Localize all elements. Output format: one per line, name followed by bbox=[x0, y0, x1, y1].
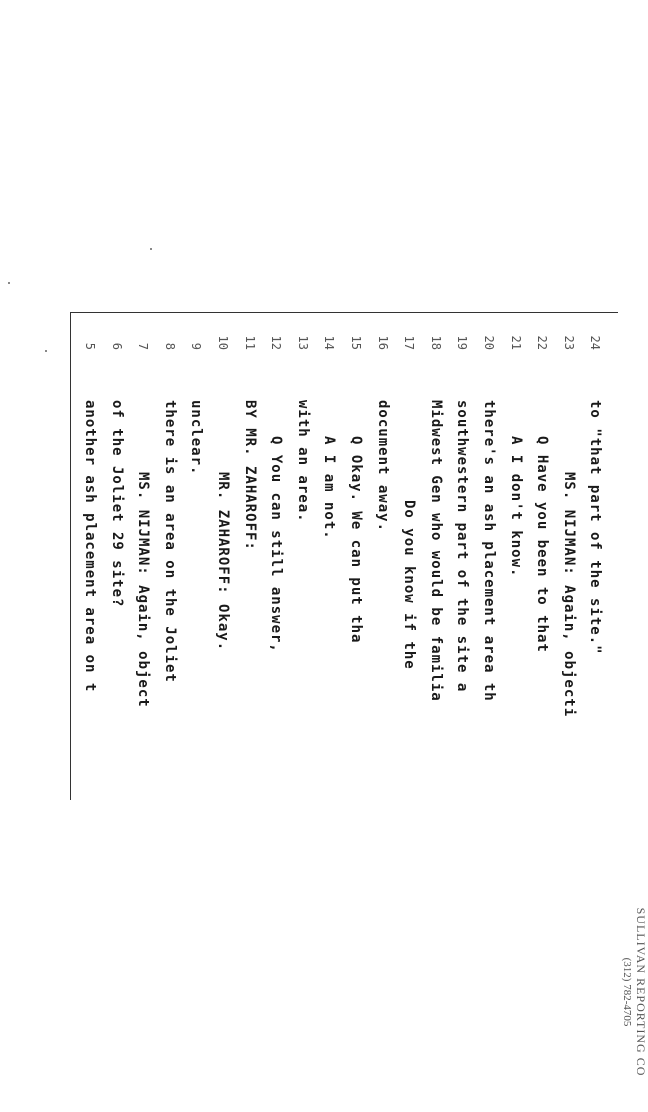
line-number: 13 bbox=[295, 335, 310, 350]
line-text: Q Okay. We can put tha bbox=[348, 436, 364, 644]
line-text: to "that part of the site." bbox=[587, 400, 604, 655]
line-number: 5 bbox=[83, 342, 97, 350]
line-text: BY MR. ZAHAROFF: bbox=[241, 400, 258, 551]
line-text: of the Joliet 29 site? bbox=[108, 400, 125, 608]
line-number: 12 bbox=[269, 335, 284, 350]
reporter-phone: (312) 782-4705 bbox=[621, 957, 633, 1027]
line-text: unclear. bbox=[188, 400, 205, 476]
transcript-line bbox=[346, 322, 366, 643]
transcript-line bbox=[452, 322, 472, 692]
line-text: MS. NIJMAN: Again, objecti bbox=[560, 472, 577, 718]
line-text: MS. NIJMAN: Again, object bbox=[135, 472, 152, 708]
transcript-line bbox=[293, 322, 313, 523]
line-number: 21 bbox=[508, 335, 523, 350]
line-text: A I don't know. bbox=[507, 436, 524, 578]
line-number: 23 bbox=[561, 335, 576, 350]
transcript-line bbox=[240, 322, 260, 551]
transcript-line bbox=[373, 322, 393, 532]
scan-speck bbox=[150, 248, 152, 250]
line-number: 15 bbox=[349, 335, 363, 350]
line-text: there is an area on the Joliet bbox=[161, 400, 178, 683]
line-number: 19 bbox=[455, 335, 470, 350]
line-text: MR. ZAHAROFF: Okay. bbox=[215, 472, 231, 652]
transcript-line bbox=[160, 322, 180, 683]
reporter-name: SULLIVAN REPORTING CO bbox=[634, 907, 648, 1077]
line-number: 11 bbox=[242, 335, 257, 350]
line-number: 14 bbox=[322, 335, 337, 350]
line-text: southwestern part of the site a bbox=[454, 400, 471, 693]
line-text: document away. bbox=[374, 400, 391, 533]
transcript-line bbox=[479, 322, 499, 702]
transcript-line bbox=[532, 322, 552, 653]
transcript-line bbox=[266, 322, 286, 653]
line-number: 10 bbox=[216, 335, 230, 350]
transcript-line bbox=[213, 322, 233, 651]
line-number: 6 bbox=[109, 342, 124, 350]
transcript-line bbox=[319, 322, 339, 540]
line-number: 18 bbox=[428, 335, 443, 350]
line-number: 22 bbox=[535, 335, 550, 350]
scan-speck bbox=[45, 350, 47, 352]
page-border-top bbox=[70, 312, 618, 313]
transcript-line bbox=[559, 322, 579, 717]
rotated-transcript bbox=[70, 312, 648, 1077]
line-text: with an area. bbox=[294, 400, 311, 523]
line-number: 24 bbox=[588, 335, 603, 350]
transcript-line bbox=[506, 322, 526, 577]
transcript-line bbox=[107, 322, 127, 607]
line-number: 8 bbox=[162, 342, 177, 350]
transcript-line bbox=[585, 322, 605, 655]
line-text: Q Have you been to that bbox=[534, 436, 551, 653]
line-number: 16 bbox=[375, 335, 390, 350]
line-number: 7 bbox=[136, 342, 151, 350]
line-number: 17 bbox=[402, 335, 417, 350]
transcript-line bbox=[399, 322, 419, 670]
line-number: 9 bbox=[189, 342, 204, 350]
line-text: Do you know if the bbox=[401, 500, 418, 670]
transcript-line bbox=[80, 322, 100, 692]
page-border-left bbox=[70, 312, 71, 800]
scan-speck bbox=[8, 282, 10, 284]
reporter-footer bbox=[621, 872, 648, 1112]
transcript-line bbox=[133, 322, 153, 708]
transcript-line bbox=[186, 322, 206, 475]
line-number: 20 bbox=[482, 335, 496, 350]
line-text: Midwest Gen who would be familia bbox=[427, 400, 444, 702]
line-text: Q You can still answer, bbox=[268, 436, 285, 653]
transcript-line bbox=[426, 322, 446, 702]
line-text: A I am not. bbox=[321, 436, 338, 540]
line-text: there's an ash placement area th bbox=[481, 400, 497, 702]
line-text: another ash placement area on t bbox=[82, 400, 98, 693]
